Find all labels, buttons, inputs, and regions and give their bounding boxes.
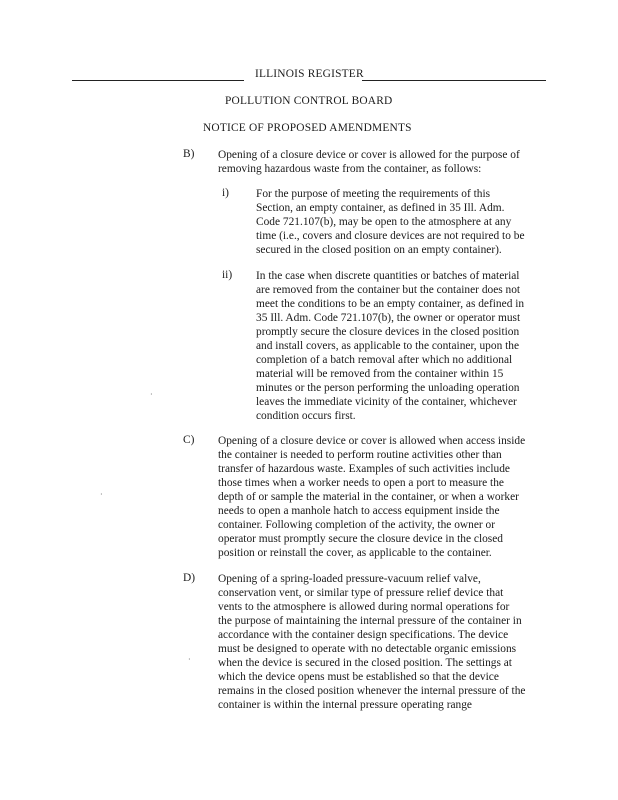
item-i-label: i) xyxy=(222,187,229,199)
section-c-line: container. Following completion of the activity, the owner or xyxy=(218,519,496,531)
item-ii-label: ii) xyxy=(222,269,233,281)
section-c-line: position or reinstall the cover, as applicable to the container. xyxy=(218,547,492,559)
section-c-line: the container is needed to perform routine activities other than xyxy=(218,449,502,461)
section-b-line: removing hazardous waste from the container, as follows: xyxy=(218,163,482,175)
section-d-line: Opening of a spring-loaded pressure-vacuum relief valve, xyxy=(218,573,481,585)
section-b-line: Opening of a closure device or cover is allowed for the purpose of xyxy=(218,149,520,161)
scan-speck: · xyxy=(100,490,103,499)
item-ii-line: and install covers, as applicable to the container, upon the xyxy=(256,340,520,352)
item-ii-line: meet the conditions to be an empty container, as defined in xyxy=(256,298,525,310)
item-ii-line: promptly secure the closure devices in the closed position xyxy=(256,326,520,338)
header-rule-left xyxy=(72,80,244,81)
section-c-line: operator must promptly secure the closure device in the closed xyxy=(218,533,503,545)
section-d-line: conservation vent, or similar type of pressure relief device that xyxy=(218,587,504,599)
item-ii-line: material will be removed from the container within 15 xyxy=(256,368,504,380)
section-c-label: C) xyxy=(183,434,195,446)
item-ii-line: leaves the immediate vicinity of the container, whichever xyxy=(256,396,517,408)
section-c-line: Opening of a closure device or cover is allowed when access inside xyxy=(218,435,526,447)
section-d-line: container is within the internal pressure operating range xyxy=(218,699,472,711)
item-i-line: For the purpose of meeting the requirements of this xyxy=(256,188,491,200)
section-d-line: the purpose of maintaining the internal pressure of the container in xyxy=(218,615,522,627)
section-d-line: accordance with the container design specifications. The device xyxy=(218,629,509,641)
item-ii-line: are removed from the container but the container does not xyxy=(256,284,521,296)
section-c-line: transfer of hazardous waste. Examples of such activities include xyxy=(218,463,510,475)
section-d-line: vents to the atmosphere is allowed during normal operations for xyxy=(218,601,510,613)
item-ii-line: 35 Ill. Adm. Code 721.107(b), the owner or operator must xyxy=(256,312,521,324)
item-ii-line: condition occurs first. xyxy=(256,410,356,422)
scan-speck: · xyxy=(150,390,153,399)
item-ii-line: In the case when discrete quantities or batches of material xyxy=(256,270,520,282)
item-i-line: time (i.e., covers and closure devices are not required to be xyxy=(256,230,525,242)
section-c-line: depth of or sample the material in the container, or when a worker xyxy=(218,491,519,503)
section-c-line: needs to open a manhole hatch to access equipment inside the xyxy=(218,505,500,517)
section-c-line: those times when a worker needs to open a port to measure the xyxy=(218,477,504,489)
section-d-line: must be designed to operate with no detectable organic emissions xyxy=(218,643,517,655)
section-d-line: which the device opens must be established so that the device xyxy=(218,671,499,683)
section-b-label: B) xyxy=(183,148,195,160)
section-d-line: when the device is secured in the closed position. The settings at xyxy=(218,657,512,669)
register-title: ILLINOIS REGISTER xyxy=(255,68,364,80)
board-title: POLLUTION CONTROL BOARD xyxy=(225,95,393,107)
notice-title: NOTICE OF PROPOSED AMENDMENTS xyxy=(203,122,412,134)
header-rule-right xyxy=(362,80,546,81)
item-i-line: Code 721.107(b), may be open to the atmosphere at any xyxy=(256,216,512,228)
item-i-line: secured in the closed position on an empty container). xyxy=(256,244,502,256)
scan-speck: · xyxy=(188,655,191,664)
item-ii-line: minutes or the person performing the unloading operation xyxy=(256,382,520,394)
section-d-line: remains in the closed position whenever the internal pressure of the xyxy=(218,685,526,697)
item-ii-line: completion of a batch removal after which no additional xyxy=(256,354,513,366)
item-i-line: Section, an empty container, as defined in 35 Ill. Adm. xyxy=(256,202,505,214)
section-d-label: D) xyxy=(183,572,196,584)
